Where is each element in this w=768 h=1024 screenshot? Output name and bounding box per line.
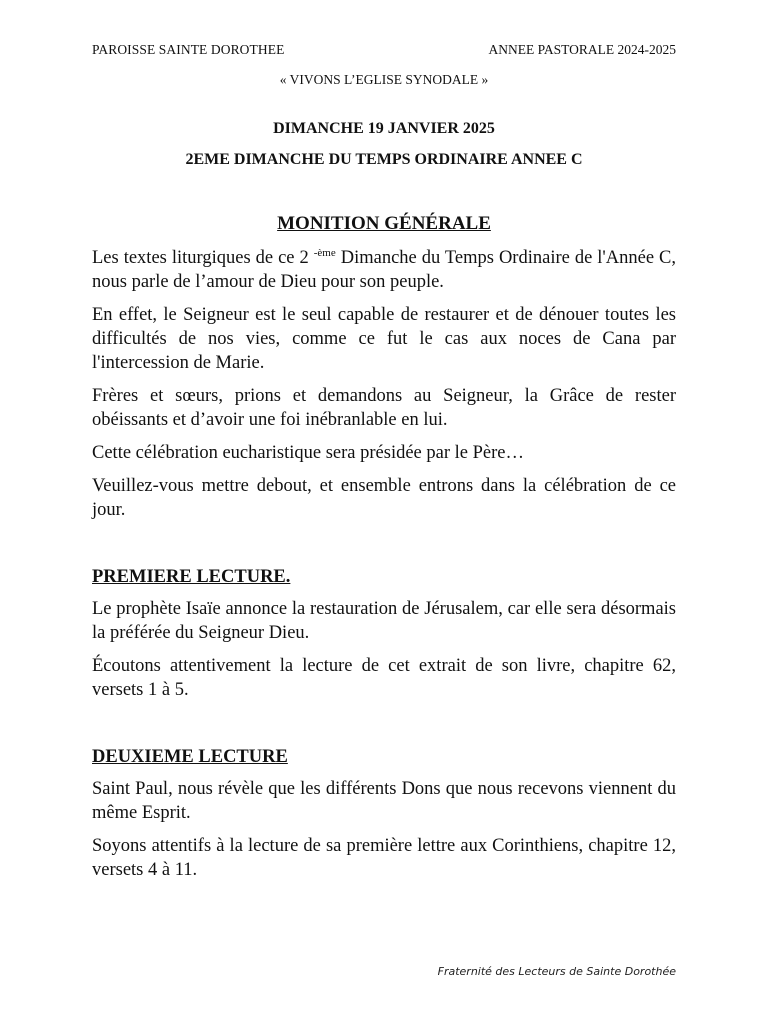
section-spacer — [92, 531, 676, 565]
monition-paragraph-3: Frères et sœurs, prions et demandons au Seigneur, la Grâce de rester obéissants et d’avoir une foi inébranlable en lui. — [92, 386, 676, 430]
monition-p1-start: Les textes liturgiques de ce 2 — [92, 248, 314, 268]
deuxieme-lecture-title: DEUXIEME LECTURE — [92, 747, 288, 767]
deuxieme-lecture-paragraph-1: Saint Paul, nous révèle que les différents Dons que nous recevons viennent du même Esprit. — [92, 779, 676, 823]
header-slogan: « VIVONS L’EGLISE SYNODALE » — [279, 72, 489, 87]
liturgical-subtitle: 2EME DIMANCHE DU TEMPS ORDINAIRE ANNEE C — [185, 151, 583, 168]
header-pastoral-year: ANNEE PASTORALE 2024-2025 — [488, 42, 676, 57]
footer-signature: Fraternité des Lecteurs de Sainte Dorothée — [437, 965, 676, 978]
monition-p1-end: Dimanche du Temps Ordinaire de l'Année C, nous parle de l’amour de Dieu pour son peuple. — [92, 248, 676, 292]
section-spacer — [92, 711, 676, 745]
premiere-lecture-title: PREMIERE LECTURE. — [92, 567, 291, 587]
monition-paragraph-5: Veuillez-vous mettre debout, et ensemble entrons dans la célébration de ce jour. — [92, 476, 676, 520]
premiere-lecture-paragraph-1: Le prophète Isaïe annonce la restauration de Jérusalem, car elle sera désormais la préférée du Seigneur Dieu. — [92, 599, 676, 643]
deuxieme-lecture-paragraph-2: Soyons attentifs à la lecture de sa première lettre aux Corinthiens, chapitre 12, versets 4 à 11. — [92, 836, 676, 880]
premiere-lecture-paragraph-2: Écoutons attentivement la lecture de cet extrait de son livre, chapitre 62, versets 1 à 5. — [92, 656, 676, 700]
ordinal-superscript: -ème — [313, 247, 336, 259]
monition-paragraph-4: Cette célébration eucharistique sera présidée par le Père… — [92, 443, 524, 463]
monition-title: MONITION GÉNÉRALE — [277, 213, 491, 234]
header-parish: PAROISSE SAINTE DOROTHEE — [92, 42, 285, 57]
monition-paragraph-1 — [92, 246, 676, 294]
monition-paragraph-2: En effet, le Seigneur est le seul capable de restaurer et de dénouer toutes les difficultés de nos vies, comme ce fut le cas aux noces de Cana par l'intercession de Marie. — [92, 305, 676, 373]
date-title: DIMANCHE 19 JANVIER 2025 — [273, 120, 495, 137]
main-content — [92, 210, 676, 891]
